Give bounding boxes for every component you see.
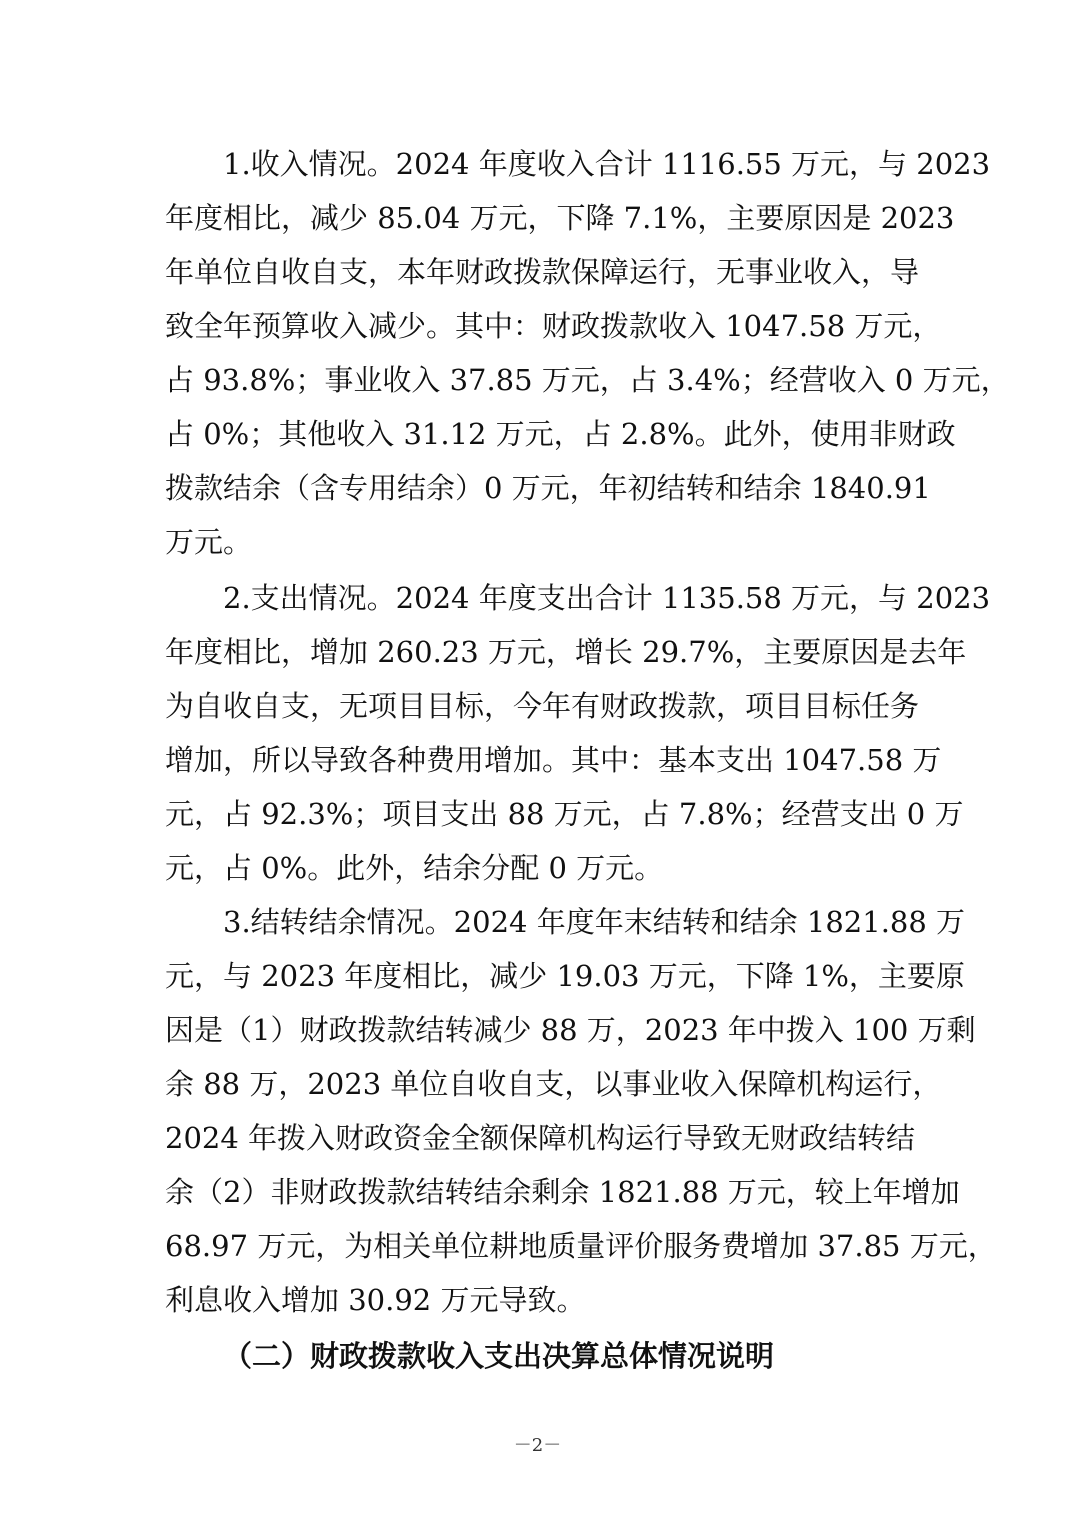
- paragraph-2-line-1: 2.支出情况。2024 年度支出合计 1135.58 万元，与 2023: [223, 581, 991, 615]
- paragraph-1-line-3: 年单位自收自支，本年财政拨款保障运行，无事业收入，导: [165, 255, 920, 289]
- paragraph-3-line-5: 2024 年拨入财政资金全额保障机构运行导致无财政结转结: [165, 1121, 916, 1155]
- paragraph-2-line-6: 元，占 0%。此外，结余分配 0 万元。: [165, 851, 664, 885]
- paragraph-1-line-4: 致全年预算收入减少。其中：财政拨款收入 1047.58 万元，: [165, 309, 942, 343]
- paragraph-3-line-6: 余（2）非财政拨款结转结余剩余 1821.88 万元，较上年增加: [165, 1175, 960, 1209]
- paragraph-2-line-4: 增加，所以导致各种费用增加。其中：基本支出 1047.58 万: [165, 743, 942, 777]
- paragraph-3-line-4: 余 88 万，2023 单位自收自支，以事业收入保障机构运行，: [165, 1067, 942, 1101]
- paragraph-1-line-5: 占 93.8%；事业收入 37.85 万元，占 3.4%；经营收入 0 万元，: [165, 363, 1010, 397]
- paragraph-1-line-6: 占 0%；其他收入 31.12 万元，占 2.8%。此外，使用非财政: [165, 417, 956, 451]
- paragraph-2-line-3: 为自收自支，无项目目标，今年有财政拨款，项目目标任务: [165, 689, 920, 723]
- page-number: －2－: [513, 1435, 562, 1456]
- paragraph-3-line-3: 因是（1）财政拨款结转减少 88 万，2023 年中拨入 100 万剩: [165, 1013, 976, 1047]
- paragraph-3-line-7: 68.97 万元，为相关单位耕地质量评价服务费增加 37.85 万元，: [165, 1229, 997, 1263]
- paragraph-1-line-2: 年度相比，减少 85.04 万元，下降 7.1%，主要原因是 2023: [165, 201, 955, 235]
- paragraph-2-line-5: 元，占 92.3%；项目支出 88 万元，占 7.8%；经营支出 0 万: [165, 797, 964, 831]
- paragraph-3-line-1: 3.结转结余情况。2024 年度年末结转和结余 1821.88 万: [223, 905, 966, 939]
- paragraph-1-line-7: 拨款结余（含专用结余）0 万元，年初结转和结余 1840.91: [165, 471, 931, 505]
- paragraph-1-line-1: 1.收入情况。2024 年度收入合计 1116.55 万元，与 2023: [223, 147, 991, 181]
- paragraph-3-line-2: 元，与 2023 年度相比，减少 19.03 万元，下降 1%，主要原: [165, 959, 965, 993]
- section-heading: （二）财政拨款收入支出决算总体情况说明: [223, 1339, 775, 1373]
- paragraph-3-line-8: 利息收入增加 30.92 万元导致。: [165, 1283, 586, 1317]
- paragraph-1-line-8: 万元。: [165, 525, 253, 559]
- paragraph-2-line-2: 年度相比，增加 260.23 万元，增长 29.7%，主要原因是去年: [165, 635, 967, 669]
